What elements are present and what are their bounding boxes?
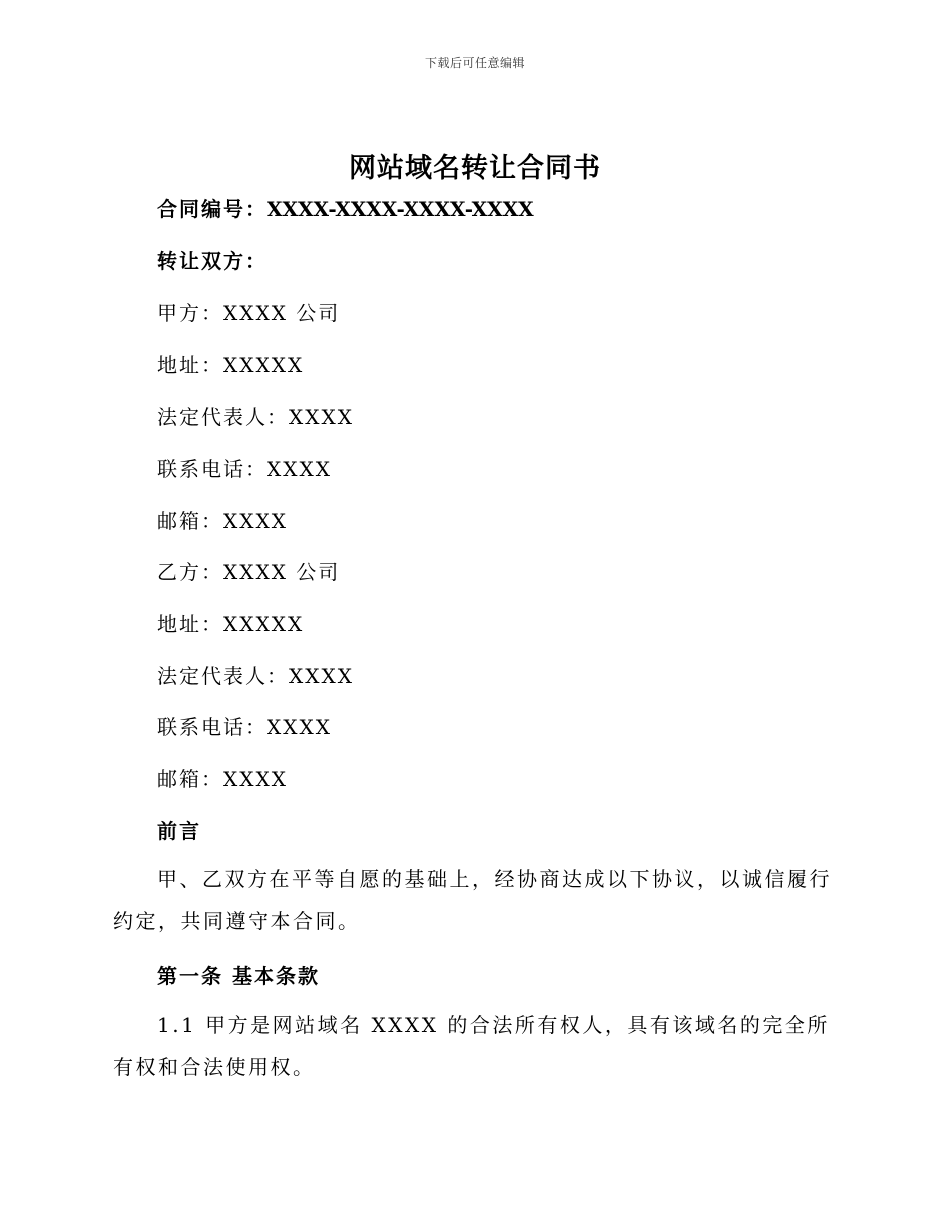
contract-number-value: XXXX-XXXX-XXXX-XXXX <box>267 197 534 221</box>
article1-clause1: 1.1 甲方是网站域名 XXXX 的合法所有权人，具有该域名的完全所有权和合法使用权。 <box>113 1013 830 1079</box>
party-a-email: 邮箱：XXXX <box>157 509 288 533</box>
party-b-phone: 联系电话：XXXX <box>157 715 332 739</box>
header-note: 下载后可任意编辑 <box>424 56 525 70</box>
contract-number-label: 合同编号： <box>157 197 267 221</box>
article1-heading: 第一条 基本条款 <box>157 964 320 988</box>
party-a-address: 地址：XXXXX <box>157 353 305 377</box>
party-b-address: 地址：XXXXX <box>157 612 305 636</box>
preface-heading: 前言 <box>157 819 201 843</box>
party-b-name: 乙方：XXXX 公司 <box>157 560 341 584</box>
parties-heading: 转让双方： <box>157 249 267 273</box>
document-title: 网站域名转让合同书 <box>349 153 601 184</box>
preface-paragraph: 甲、乙双方在平等自愿的基础上，经协商达成以下协议，以诚信履行约定，共同遵守本合同。 <box>113 867 832 933</box>
party-a-name: 甲方：XXXX 公司 <box>157 301 341 325</box>
party-b-email: 邮箱：XXXX <box>157 767 288 791</box>
party-a-phone: 联系电话：XXXX <box>157 457 332 481</box>
party-a-legal-rep: 法定代表人：XXXX <box>157 405 354 429</box>
contract-number <box>157 193 534 222</box>
party-b-legal-rep: 法定代表人：XXXX <box>157 664 354 688</box>
